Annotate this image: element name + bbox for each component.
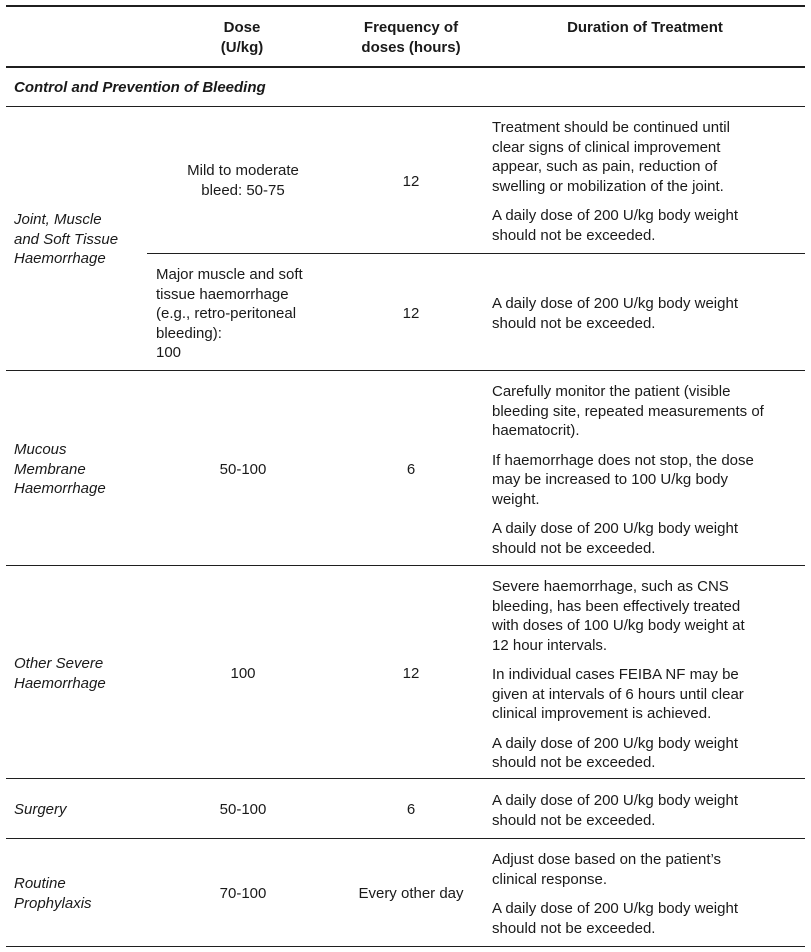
- duration-line: A daily dose of 200 U/kg body weight: [492, 207, 738, 224]
- duration-paragraph: [492, 577, 804, 655]
- duration-line: should not be exceeded.: [492, 919, 656, 937]
- dose-other-severe: 100: [230, 665, 256, 682]
- duration-line: should not be exceeded.: [492, 226, 656, 244]
- header-frequency-line: Frequency of: [363, 19, 459, 36]
- duration-line: with doses of 100 U/kg body weight at: [492, 617, 745, 634]
- duration-line: Adjust dose based on the patient’s: [492, 851, 722, 868]
- row-label-line: Haemorrhage: [14, 480, 106, 497]
- row-label-other-severe: [14, 654, 106, 693]
- duration-line: should not be exceeded.: [492, 754, 656, 771]
- duration-mucous: [492, 382, 804, 568]
- duration-line: clear signs of clinical improvement: [492, 138, 721, 156]
- duration-line: A daily dose of 200 U/kg body weight: [492, 520, 738, 537]
- header-duration: [540, 18, 750, 38]
- duration-paragraph: [492, 382, 804, 441]
- duration-paragraph: [492, 118, 804, 196]
- row-label-line: Prophylaxis: [14, 894, 92, 912]
- dose-surgery: 50-100: [219, 801, 267, 818]
- frequency-surgery: 6: [406, 801, 416, 818]
- row-label-line: Other Severe: [14, 655, 104, 672]
- duration-line: In individual cases FEIBA NF may be: [492, 666, 739, 683]
- dose-line: bleed: 50-75: [201, 181, 285, 199]
- row-label-prophylaxis: [14, 874, 92, 913]
- duration-line: clinical improvement is achieved.: [492, 705, 712, 722]
- duration-line: bleeding, has been effectively treated: [492, 597, 741, 615]
- duration-line: bleeding site, repeated measurements of: [492, 402, 764, 420]
- row-label-line: Haemorrhage: [14, 250, 106, 267]
- section-divider: [6, 106, 805, 107]
- frequency-mucous: 6: [406, 461, 416, 478]
- row-label-line: Routine: [14, 875, 66, 892]
- dose-line: Major muscle and soft: [156, 266, 303, 283]
- header-bottom-border: [6, 66, 805, 68]
- row-label-mucous: [14, 440, 106, 499]
- dose-prophylaxis: 70-100: [219, 885, 267, 902]
- duration-line: should not be exceeded.: [492, 314, 656, 332]
- header-frequency: [340, 18, 482, 57]
- row-label-surgery: Surgery: [14, 801, 67, 818]
- duration-paragraph: [492, 734, 804, 773]
- duration-paragraph: [492, 791, 804, 830]
- duration-line: A daily dose of 200 U/kg body weight: [492, 792, 738, 809]
- duration-line: given at intervals of 6 hours until clear: [492, 685, 744, 703]
- header-dose: [182, 18, 302, 57]
- duration-joint-mild: [492, 118, 804, 255]
- duration-line: A daily dose of 200 U/kg body weight: [492, 900, 738, 917]
- duration-line: Carefully monitor the patient (visible: [492, 383, 731, 400]
- dose-line: tissue haemorrhage: [156, 285, 289, 303]
- frequency-prophylaxis: Every other day: [358, 885, 464, 902]
- row-label-joint: [14, 210, 118, 269]
- duration-line: A daily dose of 200 U/kg body weight: [492, 295, 738, 312]
- duration-line: should not be exceeded.: [492, 811, 656, 829]
- dose-mucous: 50-100: [219, 461, 267, 478]
- dose-joint-major: [156, 265, 346, 363]
- dose-joint-mild: [163, 161, 323, 200]
- row-label-line: Membrane: [14, 460, 86, 478]
- header-dose-line: Dose: [223, 19, 261, 36]
- duration-line: may be increased to 100 U/kg body: [492, 471, 728, 488]
- duration-other-severe: [492, 577, 804, 783]
- duration-line: haematocrit).: [492, 422, 580, 439]
- dose-line: (e.g., retro-peritoneal: [156, 305, 297, 322]
- dose-line: 100: [156, 344, 182, 361]
- table-top-border: [6, 5, 805, 7]
- duration-line: Severe haemorrhage, such as CNS: [492, 578, 729, 595]
- row-divider-joint: [6, 370, 805, 371]
- duration-paragraph: [492, 451, 804, 510]
- row-label-line: and Soft Tissue: [14, 230, 119, 248]
- duration-joint-major: [492, 294, 804, 343]
- duration-line: swelling or mobilization of the joint.: [492, 177, 724, 195]
- duration-paragraph: [492, 294, 804, 333]
- dose-line: Mild to moderate: [187, 162, 299, 179]
- duration-paragraph: [492, 899, 804, 938]
- duration-line: A daily dose of 200 U/kg body weight: [492, 734, 738, 752]
- duration-paragraph: [492, 519, 804, 558]
- frequency-other-severe: 12: [402, 665, 420, 682]
- duration-surgery: [492, 791, 804, 840]
- duration-paragraph: [492, 206, 804, 245]
- row-label-line: Mucous: [14, 441, 67, 458]
- duration-paragraph: [492, 850, 804, 889]
- duration-line: If haemorrhage does not stop, the dose: [492, 451, 754, 469]
- duration-line: 12 hour intervals.: [492, 636, 608, 654]
- row-label-line: Joint, Muscle: [14, 211, 102, 228]
- header-dose-line: (U/kg): [220, 38, 264, 56]
- dose-line: bleeding):: [156, 324, 222, 342]
- header-duration-line: Duration of Treatment: [567, 19, 723, 36]
- duration-line: clinical response.: [492, 870, 608, 888]
- duration-line: should not be exceeded.: [492, 539, 656, 557]
- duration-line: Treatment should be continued until: [492, 119, 730, 136]
- row-label-line: Haemorrhage: [14, 674, 106, 692]
- duration-line: appear, such as pain, reduction of: [492, 158, 718, 175]
- duration-paragraph: [492, 665, 804, 724]
- section-title: Control and Prevention of Bleeding: [14, 79, 266, 96]
- frequency-joint-major: 12: [402, 305, 420, 322]
- duration-prophylaxis: [492, 850, 804, 948]
- duration-line: weight.: [492, 490, 540, 508]
- frequency-joint-mild: 12: [402, 173, 420, 190]
- header-frequency-line: doses (hours): [361, 38, 461, 56]
